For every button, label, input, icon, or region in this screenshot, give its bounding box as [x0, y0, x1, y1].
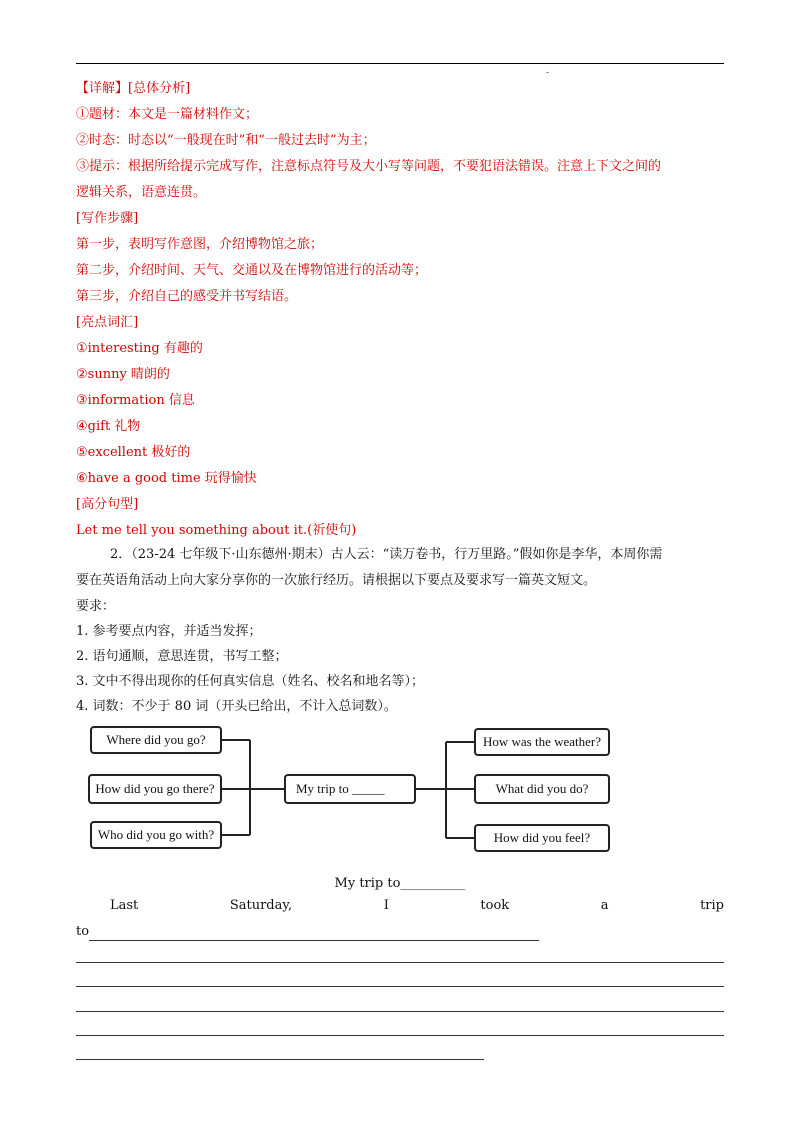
requirement-3: 3. 文中不得出现你的任何真实信息（姓名、校名和地名等）；	[76, 674, 425, 689]
box-how-did-you-go-there: How did you go there?	[88, 774, 222, 804]
box-who-did-you-go-with: Who did you go with?	[90, 821, 222, 849]
requirements-label: 要求：	[76, 599, 116, 614]
analysis-line: ①interesting 有趣的	[76, 341, 203, 356]
answer-line[interactable]	[76, 1059, 484, 1060]
analysis-line: Let me tell you something about it.(祈使句)	[76, 523, 357, 538]
answer-line[interactable]	[76, 1035, 724, 1036]
analysis-line: [亮点词汇]	[76, 315, 139, 330]
analysis-line: 第二步，介绍时间、天气、交通以及在博物馆进行的活动等；	[76, 263, 428, 278]
essay-opening-line	[76, 898, 724, 913]
analysis-line: 第三步，介绍自己的感受并书写结语。	[76, 289, 298, 304]
answer-blank[interactable]	[89, 926, 539, 941]
opening-word: trip	[700, 898, 724, 913]
requirement-4: 4. 词数：不少于 80 词（开头已给出，不计入总词数）。	[76, 699, 397, 714]
box-how-did-you-feel: How did you feel?	[474, 824, 610, 852]
analysis-line: ①题材：本文是一篇材料作文；	[76, 107, 259, 122]
requirement-1: 1. 参考要点内容，并适当发挥；	[76, 624, 262, 639]
answer-line[interactable]	[76, 1011, 724, 1012]
opening-word: Saturday,	[229, 898, 293, 913]
analysis-line: [写作步骤]	[76, 211, 139, 226]
answer-line[interactable]	[76, 962, 724, 963]
analysis-line: [高分句型]	[76, 497, 139, 512]
box-what-did-you-do: What did you do?	[474, 774, 610, 804]
analysis-line: ③提示：根据所给提示完成写作，注意标点符号及大小写等问题，不要犯语法错误。注意上下文之间的	[76, 159, 662, 174]
essay-to-line	[76, 923, 539, 941]
answer-line[interactable]	[76, 986, 724, 987]
box-where-did-you-go: Where did you go?	[90, 726, 222, 754]
analysis-line: ②sunny 晴朗的	[76, 367, 170, 382]
opening-word: took	[480, 898, 510, 913]
analysis-line: ⑥have a good time 玩得愉快	[76, 471, 257, 486]
header-rule	[76, 63, 724, 64]
essay-to-word: to	[76, 924, 90, 939]
analysis-line: ④gift 礼物	[76, 419, 141, 434]
opening-word: Last	[110, 898, 139, 913]
essay-title: My trip to__________	[334, 876, 466, 891]
question-intro-line1: 2．（23-24 七年级下·山东德州·期末）古人云：“读万卷书，行万里路。”假如你是李华，本周你需	[110, 547, 663, 562]
analysis-line: ②时态：时态以“一般现在时”和“一般过去时”为主；	[76, 133, 376, 148]
analysis-line: ⑤excellent 极好的	[76, 445, 191, 460]
analysis-line: 【详解】[总体分析]	[76, 81, 191, 96]
opening-word: I	[383, 898, 389, 913]
analysis-line: 逻辑关系，语意连贯。	[76, 185, 207, 200]
opening-word: a	[600, 898, 609, 913]
analysis-line: ③information 信息	[76, 393, 195, 408]
requirement-2: 2. 语句通顺，意思连贯，书写工整；	[76, 649, 288, 664]
analysis-line: 第一步，表明写作意图，介绍博物馆之旅；	[76, 237, 324, 252]
box-how-was-the-weather: How was the weather?	[474, 728, 610, 756]
box-my-trip-to: My trip to _____	[284, 774, 416, 804]
question-intro-line2: 要在英语角活动上向大家分享你的一次旅行经历。请根据以下要点及要求写一篇英文短文。	[76, 573, 597, 588]
header-mark: -	[546, 68, 550, 78]
mind-map-diagram	[84, 718, 624, 863]
